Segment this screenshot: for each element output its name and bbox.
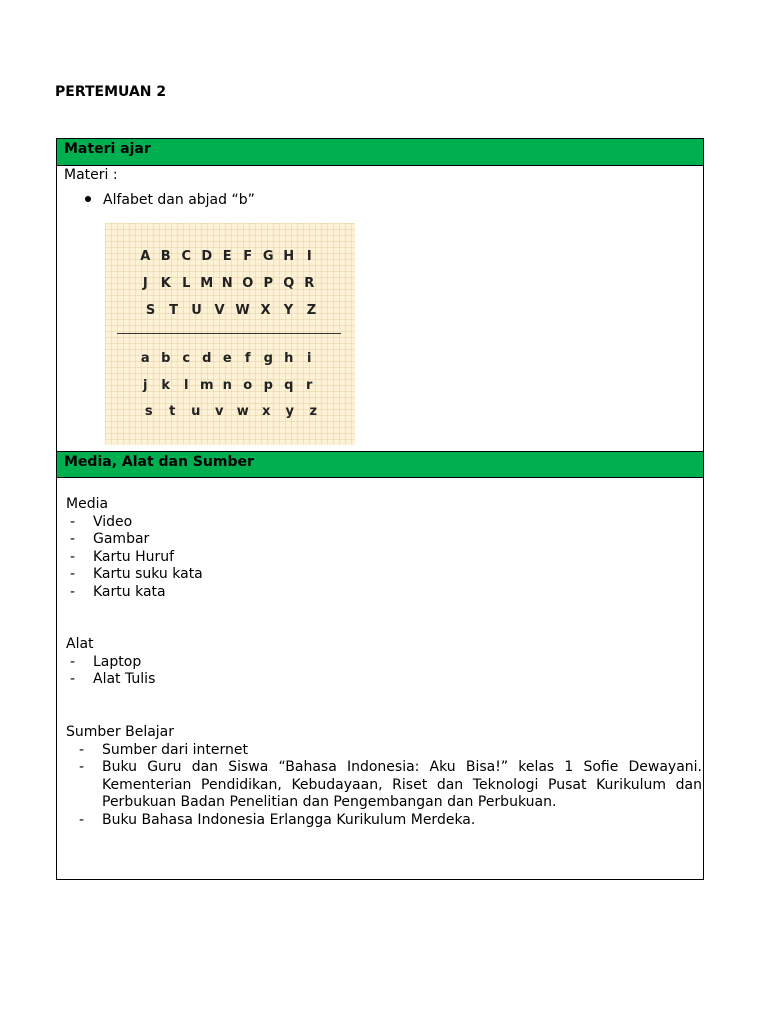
letter: y — [285, 404, 294, 419]
letter: Q — [283, 276, 295, 291]
letter: G — [262, 249, 274, 264]
letter: o — [243, 378, 253, 393]
list-item: - Sumber dari internet — [66, 742, 702, 760]
letter: V — [214, 303, 225, 318]
lowercase-row-1 — [135, 351, 320, 366]
letter: J — [142, 276, 148, 291]
letter: H — [283, 249, 295, 264]
section-header-media: Media, Alat dan Sumber — [57, 451, 703, 478]
bullet-dot-icon — [85, 196, 91, 202]
letter: A — [140, 249, 151, 264]
list-item: - Video — [66, 514, 203, 532]
list-item: - Kartu Huruf — [66, 549, 203, 567]
letter: W — [235, 303, 250, 318]
materi-bullet-text: Alfabet dan abjad “b” — [103, 192, 255, 208]
list-item: - Gambar — [66, 531, 203, 549]
materi-label: Materi : — [64, 167, 118, 183]
materi-bullet-item — [85, 192, 255, 208]
letter: g — [263, 351, 273, 366]
media-group — [66, 496, 203, 602]
letter: K — [160, 276, 171, 291]
letter: Z — [306, 303, 317, 318]
lowercase-row-2 — [135, 378, 320, 393]
letter: m — [199, 378, 214, 393]
letter: p — [263, 378, 273, 393]
letter: M — [200, 276, 214, 291]
letter: T — [169, 303, 178, 318]
letter: B — [160, 249, 171, 264]
letter: w — [236, 404, 249, 419]
list-item: - Buku Guru dan Siswa “Bahasa Indonesia: Aku Bisa!” kelas 1 Sofie Dewayani. Kementerian Pendidikan, Kebudayaan, Riset dan Teknologi Pusat Kurikulum dan Perbukuan Badan Penelitian dan Pengembangan dan Perbukuan. — [66, 759, 702, 812]
uppercase-row-2 — [135, 276, 320, 291]
letter: j — [143, 378, 148, 393]
letter: h — [284, 351, 294, 366]
letter: I — [306, 249, 312, 264]
letter: O — [242, 276, 254, 291]
letter: L — [182, 276, 191, 291]
letter: b — [161, 351, 171, 366]
lowercase-row-3 — [137, 404, 325, 419]
letter: l — [184, 378, 189, 393]
letter: v — [215, 404, 224, 419]
letter: C — [181, 249, 192, 264]
uppercase-row-3 — [139, 303, 323, 318]
list-item: - Alat Tulis — [66, 671, 155, 689]
letter: N — [221, 276, 233, 291]
list-item: - Kartu suku kata — [66, 566, 203, 584]
letter: R — [304, 276, 315, 291]
letter: k — [161, 378, 171, 393]
letter: f — [244, 351, 251, 366]
letter: F — [243, 249, 253, 264]
letter: c — [182, 351, 191, 366]
letter: z — [309, 404, 318, 419]
letter: P — [263, 276, 274, 291]
letter: r — [306, 378, 313, 393]
letter: E — [222, 249, 232, 264]
letter: u — [191, 404, 201, 419]
list-item: - Laptop — [66, 654, 155, 672]
media-label: Media — [66, 496, 109, 512]
lesson-table — [56, 138, 704, 880]
letter: s — [144, 404, 153, 419]
letter: i — [307, 351, 312, 366]
sumber-group — [66, 724, 702, 830]
alphabet-image — [105, 223, 355, 445]
letter: X — [260, 303, 271, 318]
list-item: - Buku Bahasa Indonesia Erlangga Kurikulum Merdeka. — [66, 812, 702, 830]
alat-label: Alat — [66, 636, 94, 652]
letter: q — [284, 378, 294, 393]
alphabet-divider — [117, 333, 341, 334]
section-header-materi: Materi ajar — [57, 139, 703, 166]
sumber-label: Sumber Belajar — [66, 724, 175, 740]
letter: n — [222, 378, 232, 393]
letter: Y — [283, 303, 294, 318]
letter: x — [262, 404, 271, 419]
letter: a — [140, 351, 150, 366]
letter: D — [201, 249, 213, 264]
alat-group — [66, 636, 155, 689]
uppercase-row-1 — [135, 249, 320, 264]
letter: t — [169, 404, 176, 419]
list-item: - Kartu kata — [66, 584, 203, 602]
letter: e — [222, 351, 232, 366]
letter: U — [191, 303, 202, 318]
letter: S — [145, 303, 156, 318]
page-title: PERTEMUAN 2 — [55, 84, 167, 100]
letter: d — [202, 351, 212, 366]
